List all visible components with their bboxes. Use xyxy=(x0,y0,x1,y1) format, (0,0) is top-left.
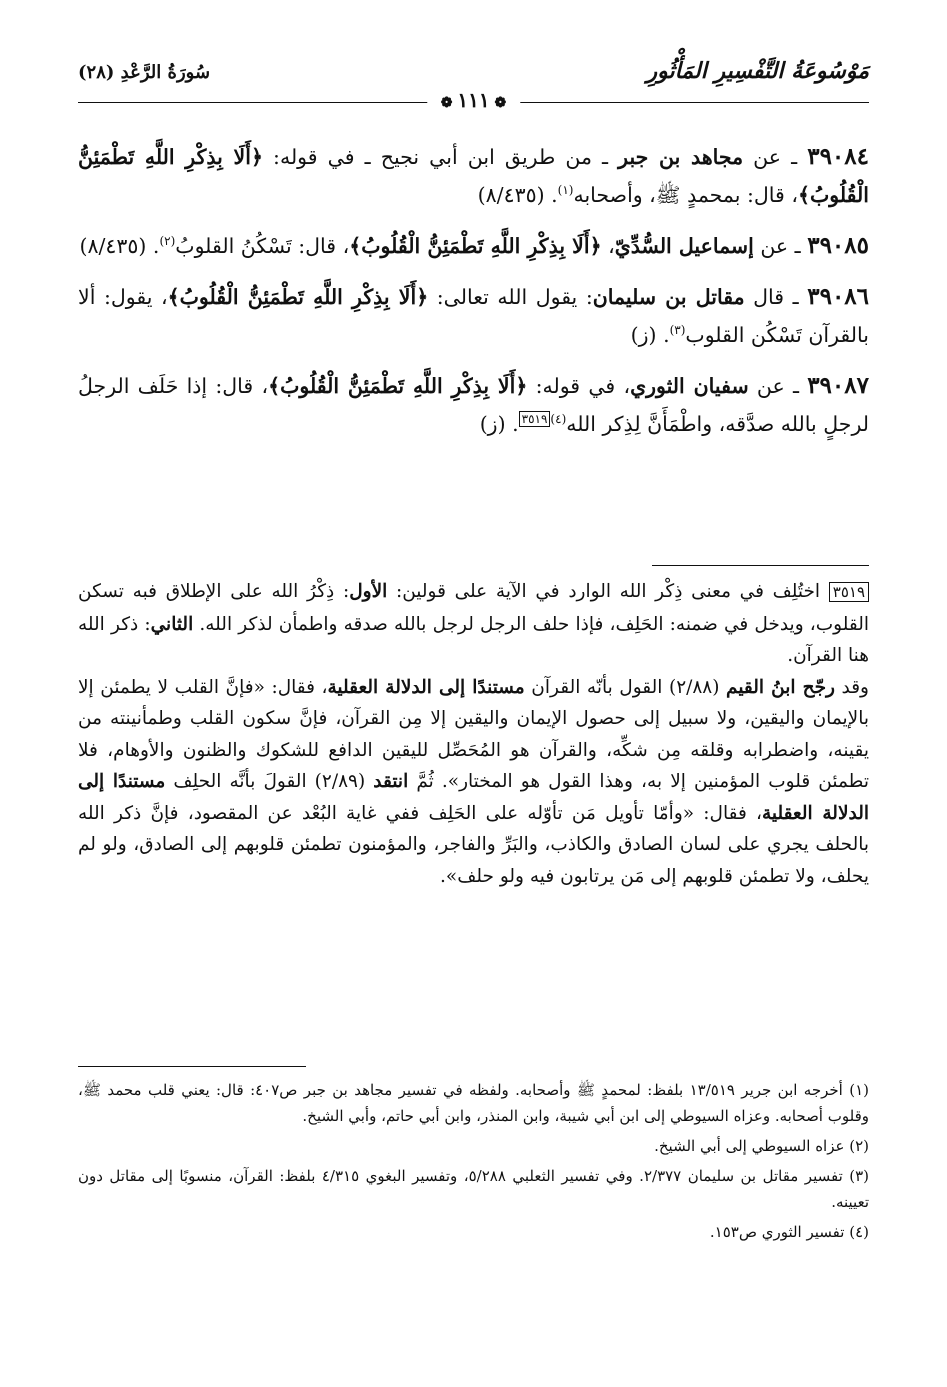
ornament-icon: ❁ xyxy=(489,95,507,111)
entry-number: ٣٩٠٨٥ xyxy=(807,232,869,259)
footnote: (٤) تفسير الثوري ص١٥٣. xyxy=(709,1223,869,1241)
narration-entry: ٣٩٠٨٥ ـ عن إسماعيل السُّدِّيّ، ﴿أَلَا بِذِكْرِ اللَّهِ تَطْمَئِنُّ الْقُلُوبُ﴾، قال: تَسْكُنُ القلوبُ$^{(٢)}$. (٨/٤٣٥) xyxy=(79,232,869,259)
footnote-marker[interactable]: (١) xyxy=(557,183,574,198)
page-header xyxy=(78,58,869,118)
narrator-name: مجاهد بن جبر xyxy=(618,145,744,169)
footnote-marker[interactable]: (٢) xyxy=(159,234,176,249)
source-tag: (ز) xyxy=(479,412,506,436)
page-number xyxy=(427,88,520,112)
entry-number: ٣٩٠٨٤ xyxy=(807,143,869,170)
footnote-marker[interactable]: (٤) xyxy=(550,412,567,427)
narration-entry: ٣٩٠٨٤ ـ عن مجاهد بن جبر ـ من طريق ابن أبي نجيح ـ في قوله: ﴿أَلَا بِذِكْرِ اللَّهِ تَطْمَئِنُّ الْقُلُوبُ﴾، قال: بمحمدٍ ﷺ، وأصحابه$^{(١)}$. (٨/٤٣٥) xyxy=(78,143,869,207)
entry-number: ٣٩٠٨٧ xyxy=(807,372,869,399)
ornament-icon: ❁ xyxy=(440,95,458,111)
narration-entry: ٣٩٠٨٧ ـ عن سفيان الثوري، في قوله: ﴿أَلَا بِذِكْرِ اللَّهِ تَطْمَئِنُّ الْقُلُوبُ﴾، قال: إذا حَلَف الرجلُ لرجلٍ بالله صدَّقه، واطْمَأَنَّ لِذِكر الله$^{(٤)٣٥١٩}$. (ز) xyxy=(78,372,869,436)
volume-reference: (٨/٤٣٥) xyxy=(79,234,147,258)
page-number-value: ١١١ xyxy=(457,88,490,112)
footnote-marker[interactable]: (٣) xyxy=(669,323,686,338)
footnote: (٣) تفسير مقاتل بن سليمان ٢/٣٧٧. وفي تفسير الثعلبي ٥/٢٨٨، وتفسير البغوي ٤/٣١٥ بلفظ: القرآن، منسوبًا إلى مقاتل دون تعيينه. xyxy=(78,1167,869,1211)
narrator-name: سفيان الثوري xyxy=(630,374,749,398)
volume-reference: (٨/٤٣٥) xyxy=(477,183,545,207)
narration-entry: ٣٩٠٨٦ ـ قال مقاتل بن سليمان: يقول الله تعالى: ﴿أَلَا بِذِكْرِ اللَّهِ تَطْمَئِنُّ الْقُلُوبُ﴾، يقول: ألا بالقرآن تَسْكُن القلوب$^{(٣)}$. (ز) xyxy=(78,283,870,347)
book-title: مَوْسُوعَةُ التَّفْسِيرِ المَأْثُورِ xyxy=(646,58,869,84)
quran-verse: أَلَا بِذِكْرِ اللَّهِ تَطْمَئِنُّ الْقُلُوبُ xyxy=(361,234,590,258)
quran-verse: أَلَا بِذِكْرِ اللَّهِ تَطْمَئِنُّ الْقُلُوبُ xyxy=(179,285,417,309)
commentary-paragraph: وقد رجّح ابنُ القيم (٢/٨٨) القول بأنّه القرآن مستندًا إلى الدلالة العقلية، فقال: «فإنَّ القلب لا يطمئن إلا بالإيمان واليقين، ولا سبيل إلى حصول الإيمان واليقين إلا مِن القرآن، فإنَّ سكون القلب وطمأنينته من يقينه، واضطرابه وقلقه مِن شكِّه، والقرآن هو المُحَصِّل لليقين الدافع للشكوك والظنون والأوهام، فلا تطمئن قلوب المؤمنين إلا به، وهذا القول هو المختار». ثُمَّ انتقد (٢/٨٩) القولَ بأنَّه الحلِف مستندًا إلى الدلالة العقلية، فقال: «وأمّا تأويل مَن تأوّله على الحَلِف ففي غاية البُعْد عن المقصود، فإنَّ ذكر الله بالحلف يجري على لسان الصادق والكاذب، والبَرِّ والفاجر، والمؤمنون تطمئن قلوبهم إلى الصادق، ولو لم يحلف، ولا تطمئن قلوبهم إلى مَن يرتابون فيه ولو حلف». xyxy=(78,676,869,887)
footnotes-section xyxy=(78,1077,869,1249)
entry-number: ٣٩٠٨٦ xyxy=(807,283,870,310)
commentary-box-label: ٣٥١٩ xyxy=(829,582,869,602)
narrator-name: إسماعيل السُّدِّيّ xyxy=(614,234,754,258)
footnotes-divider xyxy=(78,1066,306,1067)
commentary-divider xyxy=(652,565,869,566)
commentary-paragraph: ٣٥١٩ اختُلِف في معنى ذِكْر الله الوارد في الآية على قولين: الأول: ذِكْرُ الله على الإطلاق فبه تسكن القلوب، ويدخل في ضمنه: الحَلِف، فإذا حلف الرجل لرجل بالله صدقه واطمأن لذكر الله. الثاني: ذكر الله هنا القرآن. xyxy=(78,581,869,666)
quran-verse: أَلَا بِذِكْرِ اللَّهِ تَطْمَئِنُّ الْقُلُوبُ xyxy=(280,374,516,398)
commentary-marker[interactable]: ٣٥١٩ xyxy=(519,411,551,427)
quran-verse: أَلَا بِذِكْرِ اللَّهِ تَطْمَئِنُّ الْقُلُوبُ xyxy=(78,145,869,207)
footnote: (٢) عزاه السيوطي إلى أبي الشيخ. xyxy=(654,1137,869,1155)
narrations xyxy=(78,138,869,456)
commentary-section xyxy=(78,576,869,892)
surah-label: سُورَةُ الرَّعْدِ (٢٨) xyxy=(78,62,211,83)
source-tag: (ز) xyxy=(630,323,657,347)
footnote: (١) أخرجه ابن جرير ١٣/٥١٩ بلفظ: لمحمدٍ ﷺ وأصحابه. ولفظه في تفسير مجاهد بن جبر ص٤٠٧: قال: يعني قلب محمد ﷺ، وقلوب أصحابه. وعزاه السيوطي إلى ابن أبي شيبة، وابن المنذر، وابن أبي حاتم، وأبي الشيخ. xyxy=(78,1081,869,1125)
narrator-name: مقاتل بن سليمان xyxy=(592,285,745,309)
